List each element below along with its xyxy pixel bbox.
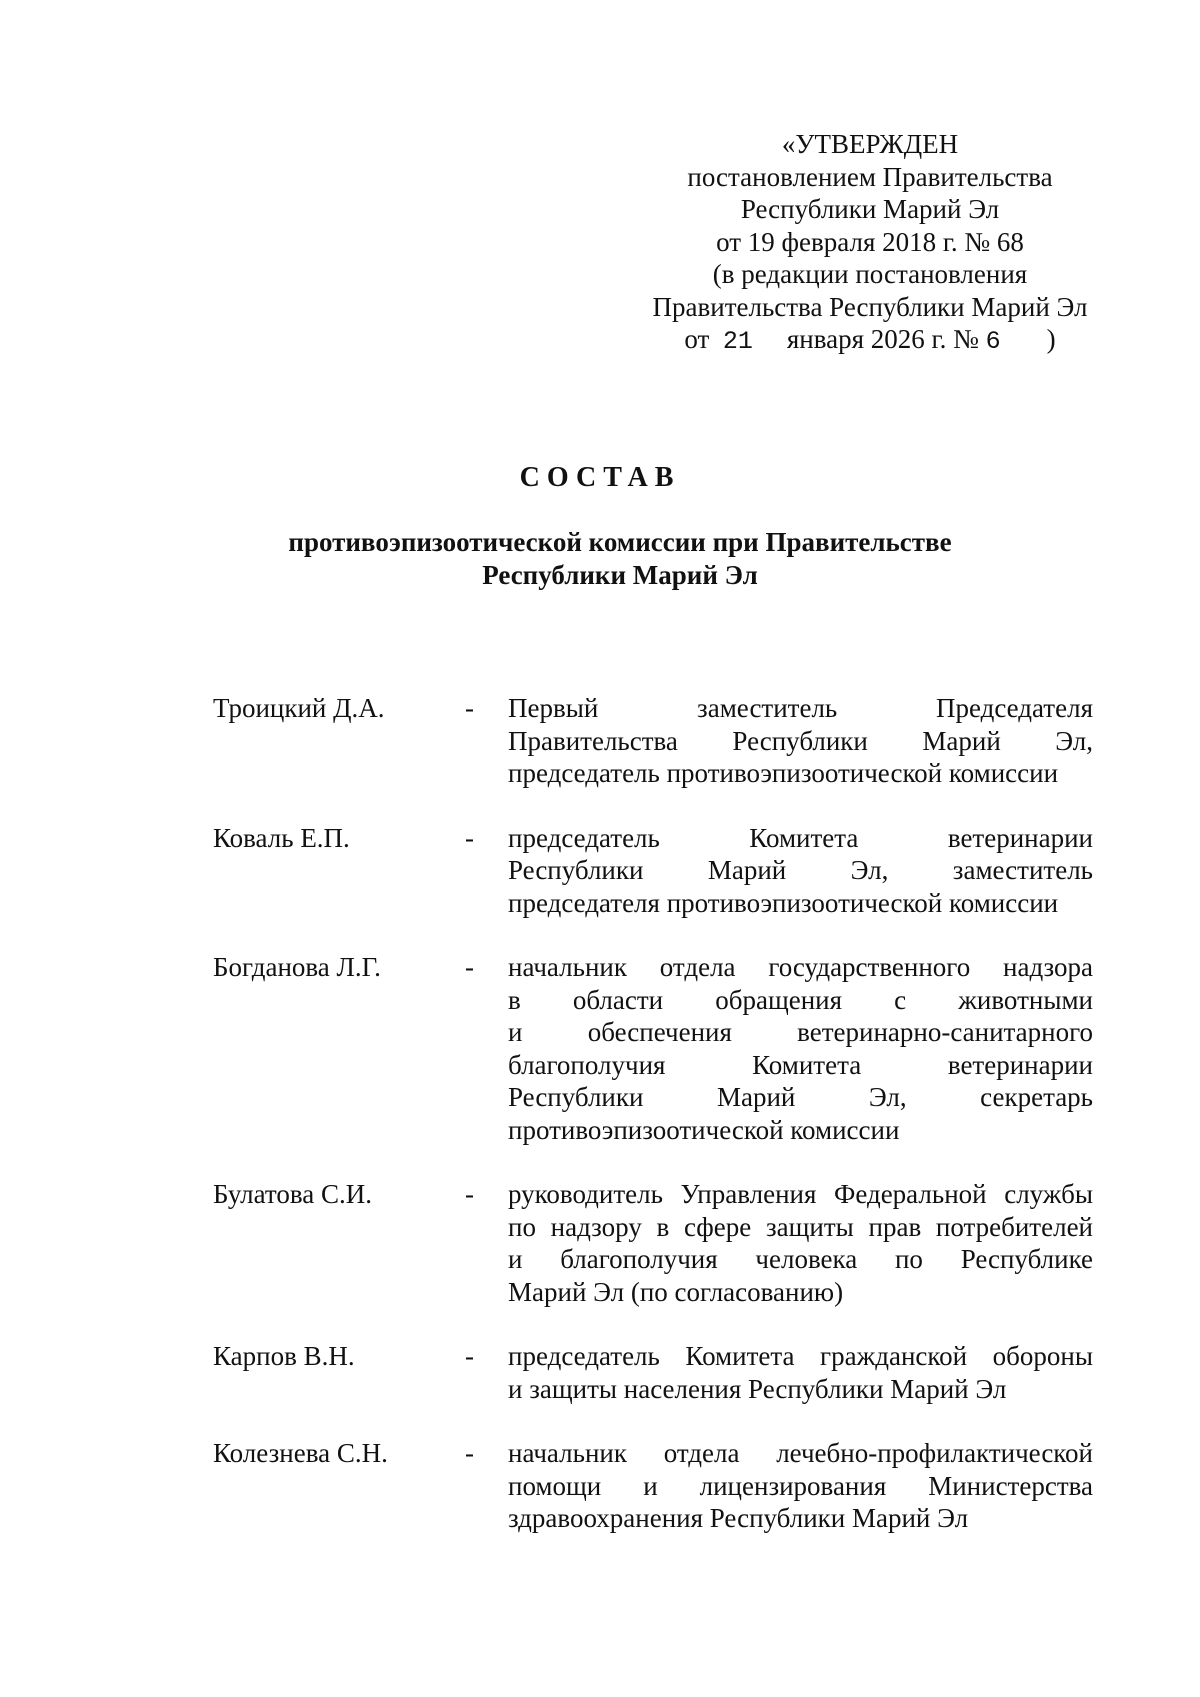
member-position-line: благополучия Комитета ветеринарии: [508, 1049, 1093, 1080]
member-name: Троицкий Д.А.: [213, 693, 385, 723]
member-position-line: председателя противоэпизоотической комиссии: [508, 887, 1059, 918]
member-dash: -: [465, 1438, 474, 1468]
member-entry: [213, 1437, 1093, 1535]
member-entry: [213, 822, 1093, 920]
member-position: [508, 1340, 1093, 1405]
stamp-line-edition: (в редакции постановления: [712, 259, 1028, 289]
member-dash: -: [465, 693, 474, 723]
document-title: СОСТАВ: [519, 462, 681, 493]
member-position-line: начальник отдела государственного надзора: [508, 952, 1093, 982]
stamp-line-original-date: от 19 февраля 2018 г. № 68: [716, 226, 1024, 257]
stamp-line-republic: Республики Марий Эл: [740, 194, 1000, 224]
member-position-line: председатель Комитета гражданской обороны: [508, 1341, 1093, 1371]
member-dash: -: [465, 822, 474, 853]
member-name: Карпов В.Н.: [213, 1341, 355, 1371]
member-position-line: здравоохранения Республики Марий Эл: [508, 1503, 969, 1533]
stamp-date-day: 21: [722, 327, 753, 356]
stamp-date-close: ): [1046, 324, 1056, 354]
stamp-amendment-date: [600, 323, 1140, 359]
member-position-line: председатель противоэпизоотической комиссии: [508, 758, 1059, 788]
member-position: [508, 692, 1093, 790]
member-position: [508, 1178, 1093, 1308]
member-position-line: Республики Марий Эл, секретарь: [508, 1082, 1093, 1112]
member-dash: -: [465, 1341, 474, 1371]
member-position-line: Марий Эл (по согласованию): [508, 1276, 844, 1307]
member-position-line: по надзору в сфере защиты прав потребителей: [508, 1211, 1093, 1242]
member-position-line: и обеспечения ветеринарно-санитарного: [508, 1017, 1093, 1047]
member-dash: -: [465, 1179, 474, 1209]
member-entry: [213, 692, 1093, 790]
member-name: Коваль Е.П.: [213, 822, 350, 853]
member-position-line: Правительства Республики Марий Эл,: [508, 725, 1093, 756]
member-position-line: начальник отдела лечебно-профилактической: [508, 1438, 1093, 1468]
approval-stamp: [600, 128, 1140, 359]
member-position-line: и защиты населения Республики Марий Эл: [508, 1373, 1007, 1404]
member-position: [508, 822, 1093, 920]
member-position: [508, 1437, 1093, 1535]
stamp-line-approved: «УТВЕРЖДЕН: [781, 129, 959, 159]
subtitle-line-2: Республики Марий Эл: [482, 560, 758, 590]
member-dash: -: [465, 952, 474, 982]
member-entry: [213, 951, 1093, 1146]
stamp-line-resolution: постановлением Правительства: [687, 161, 1053, 192]
member-name: Булатова С.И.: [213, 1179, 372, 1209]
member-position-line: и благополучия человека по Республике: [508, 1244, 1093, 1274]
stamp-date-prefix: от: [684, 324, 710, 354]
subtitle-line-1: противоэпизоотической комиссии при Правительстве: [288, 527, 952, 557]
stamp-line-government: Правительства Республики Марий Эл: [652, 291, 1088, 322]
member-position-line: в области обращения с животными: [508, 984, 1093, 1015]
member-entry: [213, 1178, 1093, 1308]
member-position-line: Республики Марий Эл, заместитель: [508, 855, 1093, 885]
member-name: Богданова Л.Г.: [213, 952, 381, 982]
member-position-line: Первый заместитель Председателя: [508, 693, 1093, 723]
member-entry: [213, 1340, 1093, 1405]
member-position-line: руководитель Управления Федеральной службы: [508, 1179, 1093, 1209]
stamp-date-number: 6: [985, 327, 1001, 356]
member-position-line: помощи и лицензирования Министерства: [508, 1470, 1093, 1501]
stamp-date-month-year: января 2026 г. №: [786, 324, 979, 354]
members-list: [213, 692, 1093, 1535]
member-position-line: председатель Комитета ветеринарии: [508, 822, 1093, 853]
member-position: [508, 951, 1093, 1146]
member-name: Колезнева С.Н.: [213, 1438, 388, 1468]
member-position-line: противоэпизоотической комиссии: [508, 1114, 900, 1145]
document-subtitle: [240, 526, 1000, 592]
